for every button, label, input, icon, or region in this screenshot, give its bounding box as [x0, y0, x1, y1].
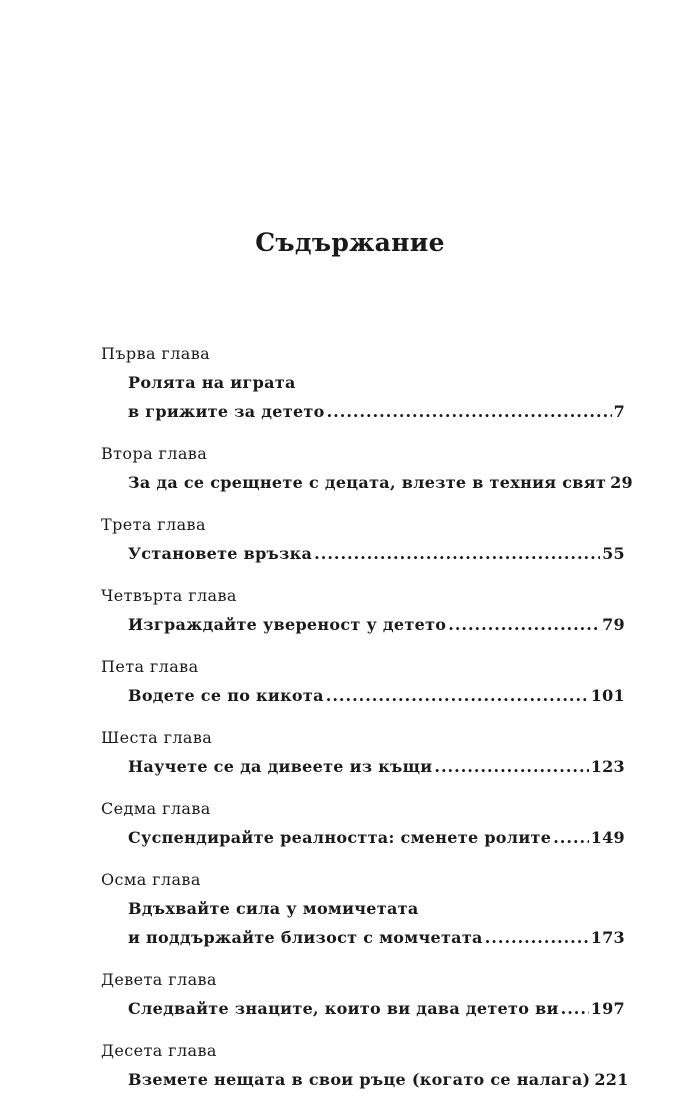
chapter-title-line	[128, 823, 625, 852]
toc-entry[interactable]	[101, 440, 633, 497]
chapter-title: Следвайте знаците, които ви дава детето ви	[128, 999, 559, 1018]
page-number: 221	[594, 1070, 629, 1089]
page-number: 55	[602, 544, 625, 563]
page-number: 173	[590, 928, 625, 947]
toc-entry[interactable]	[101, 340, 625, 426]
chapter-label: Шеста глава	[101, 728, 213, 747]
page-number: 7	[613, 402, 625, 421]
chapter-label: Девета глава	[101, 970, 217, 989]
dot-leader	[561, 994, 589, 1023]
toc-entry[interactable]	[101, 511, 625, 568]
chapter-title: За да се срещнете с децата, влезте в техния свят	[128, 473, 607, 492]
chapter-title: Научете се да дивеете из къщи	[128, 757, 433, 776]
chapter-title-line	[128, 397, 625, 426]
chapter-label: Десета глава	[101, 1041, 217, 1060]
chapter-title: и поддържайте близост с момчетата	[128, 928, 483, 947]
page-number: 123	[590, 757, 625, 776]
toc-entry[interactable]	[101, 653, 625, 710]
chapter-title-line	[128, 539, 625, 568]
chapter-title: Ролята на играта	[128, 373, 296, 392]
page-number: 79	[602, 615, 625, 634]
chapter-title: Установете връзка	[128, 544, 313, 563]
dot-leader	[314, 539, 600, 568]
dot-leader	[485, 923, 589, 952]
toc-entry[interactable]	[101, 795, 625, 852]
chapter-title-line	[128, 468, 633, 497]
chapter-title-line-continued	[128, 894, 625, 923]
chapter-title-line	[128, 1065, 629, 1094]
chapter-label: Осма глава	[101, 870, 201, 889]
chapter-title-line	[128, 752, 625, 781]
chapter-title-line	[128, 994, 625, 1023]
chapter-label: Първа глава	[101, 344, 211, 363]
chapter-label: Пета глава	[101, 657, 199, 676]
chapter-label: Седма глава	[101, 799, 211, 818]
chapter-title: в грижите за детето	[128, 402, 325, 421]
dot-leader	[448, 610, 600, 639]
chapter-label: Трета глава	[101, 515, 206, 534]
dot-leader	[326, 681, 589, 710]
chapter-label: Втора глава	[101, 444, 208, 463]
chapter-title: Суспендирайте реалността: сменете ролите	[128, 828, 552, 847]
chapter-title: Вземете нещата в свои ръце (когато се налага)	[128, 1070, 591, 1089]
chapter-title: Вдъхвайте сила у момичетата	[128, 899, 419, 918]
toc-entry[interactable]	[101, 1037, 629, 1094]
chapter-label: Четвърта глава	[101, 586, 237, 605]
table-of-contents	[101, 340, 633, 1108]
page-title: Съдържание	[255, 228, 445, 257]
dot-leader	[434, 752, 588, 781]
page-number: 29	[610, 473, 633, 492]
dot-leader	[553, 823, 588, 852]
page-number: 149	[590, 828, 625, 847]
toc-entry[interactable]	[101, 866, 625, 952]
toc-entry[interactable]	[101, 966, 625, 1023]
chapter-title: Изграждайте увереност у детето	[128, 615, 447, 634]
chapter-title: Водете се по кикота	[128, 686, 324, 705]
page-number: 197	[590, 999, 625, 1018]
toc-entry[interactable]	[101, 582, 625, 639]
chapter-title-line	[128, 610, 625, 639]
chapter-title-line-continued	[128, 368, 625, 397]
toc-entry[interactable]	[101, 724, 625, 781]
dot-leader	[327, 397, 612, 426]
page-number: 101	[590, 686, 625, 705]
chapter-title-line	[128, 923, 625, 952]
chapter-title-line	[128, 681, 625, 710]
